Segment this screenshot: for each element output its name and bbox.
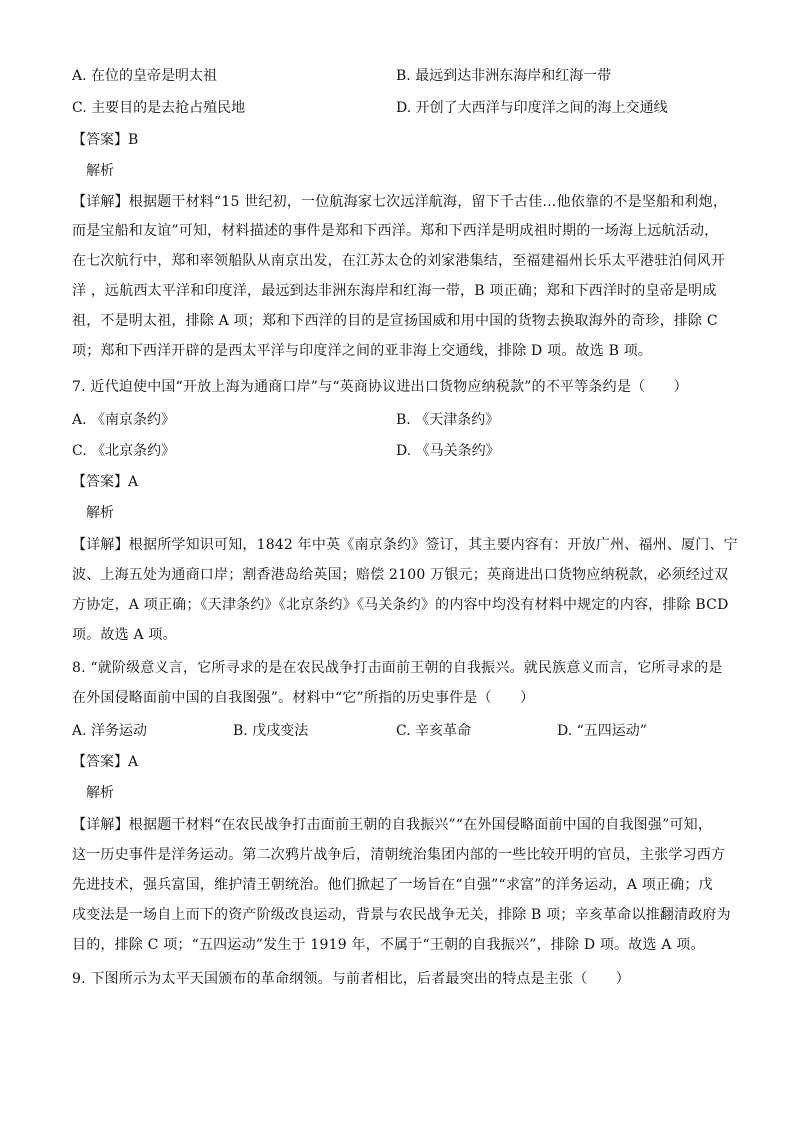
q8-option-c: C. 辛亥革命 [396, 723, 472, 739]
q8-stem-line: 8. “就阶级意义言，它所寻求的是在农民战争打击面前王朝的自我振兴。就民族意义而言，它所寻求的是 [72, 660, 723, 676]
q7-option-b: B. 《天津条约》 [396, 412, 500, 428]
q7-analysis-label: 解析 [86, 505, 114, 521]
q8-detail-line: 先进技术，强兵富国，维护清王朝统治。他们掀起了一场旨在“自强”“求富”的洋务运动，A 项正确；戊 [72, 877, 713, 893]
q7-option-d: D. 《马关条约》 [396, 443, 500, 459]
q7-answer: 【答案】A [72, 474, 139, 490]
q8-stem-line: 在外国侵略面前中国的自我图强”。材料中“它”所指的历史事件是（ ） [72, 690, 535, 706]
q8-answer: 【答案】A [72, 754, 139, 770]
q8-option-a: A. 洋务运动 [72, 723, 148, 739]
q6-detail-line: 在七次航行中，郑和率领船队从南京出发，在江苏太仓的刘家港集结，至福建福州长乐太平港驻泊伺风开 [72, 253, 726, 269]
q6-option-c: C. 主要目的是去抢占殖民地 [72, 100, 246, 116]
q6-option-d: D. 开创了大西洋与印度洋之间的海上交通线 [396, 100, 668, 116]
q6-detail-line: 而是宝船和友谊”可知，材料描述的事件是郑和下西洋。郑和下西洋是明成祖时期的一场海上远航活动， [72, 223, 719, 239]
q7-option-a: A. 《南京条约》 [72, 412, 176, 428]
q6-option-a: A. 在位的皇帝是明太祖 [72, 68, 218, 84]
q7-detail-line: 方协定，A 项正确；《天津条约》《北京条约》《马关条约》的内容中均没有材料中规定的内容，排除 BCD [72, 597, 729, 613]
q7-stem: 7. 近代迫使中国“开放上海为通商口岸”与“英商协议进出口货物应纳税款”的不平等条约是（ ） [72, 379, 688, 395]
q7-detail-line: 波、上海五处为通商口岸；割香港岛给英国；赔偿 2100 万银元；英商进出口货物应纳税款，必须经过双 [72, 567, 729, 583]
q8-option-d: D. “五四运动” [557, 723, 647, 739]
q6-analysis-label: 解析 [86, 163, 114, 179]
q8-option-b: B. 戊戌变法 [233, 723, 309, 739]
q7-option-c: C. 《北京条约》 [72, 443, 176, 459]
q6-answer: 【答案】B [72, 132, 139, 148]
q9-stem: 9. 下图所示为太平天国颁布的革命纲领。与前者相比，后者最突出的特点是主张（ ） [72, 971, 631, 987]
q8-analysis-label: 解析 [86, 785, 114, 801]
q7-detail-line: 项。故选 A 项。 [72, 627, 177, 643]
q7-detail-line: 【详解】根据所学知识可知，1842 年中英《南京条约》签订，其主要内容有：开放广州、福州、厦门、宁 [72, 537, 738, 553]
q8-detail-line: 这一历史事件是洋务运动。第二次鸦片战争后，清朝统治集团内部的一些比较开明的官员，主张学习西方 [72, 847, 726, 863]
q6-detail-line: 项；郑和下西洋开辟的是西太平洋与印度洋之间的亚非海上交通线，排除 D 项。故选 B 项。 [72, 343, 653, 359]
q8-detail-line: 【详解】根据题干材料“在农民战争打击面前王朝的自我振兴”“在外国侵略面前中国的自我图强”可知， [72, 817, 713, 833]
q6-detail-line: 祖，不是明太祖，排除 A 项；郑和下西洋的目的是宣扬国威和用中国的货物去换取海外的奇珍，排除 C [72, 313, 718, 329]
q6-detail-line: 【详解】根据题干材料“15 世纪初，一位航海家七次远洋航海，留下千古佳…他依靠的不是坚船和利炮， [72, 194, 728, 210]
q6-detail-line: 洋 ，远航西太平洋和印度洋，最远到达非洲东海岸和红海一带，B 项正确；郑和下西洋时的皇帝是明成 [72, 283, 717, 299]
q6-option-b: B. 最远到达非洲东海岸和红海一带 [396, 68, 612, 84]
q8-detail-line: 目的，排除 C 项；“五四运动”发生于 1919 年，不属于“王朝的自我振兴”，排除 D 项。故选 A 项。 [72, 937, 705, 953]
q8-detail-line: 戌变法是一场自上而下的资产阶级改良运动，背景与农民战争无关，排除 B 项；辛亥革命以推翻清政府为 [72, 907, 731, 923]
